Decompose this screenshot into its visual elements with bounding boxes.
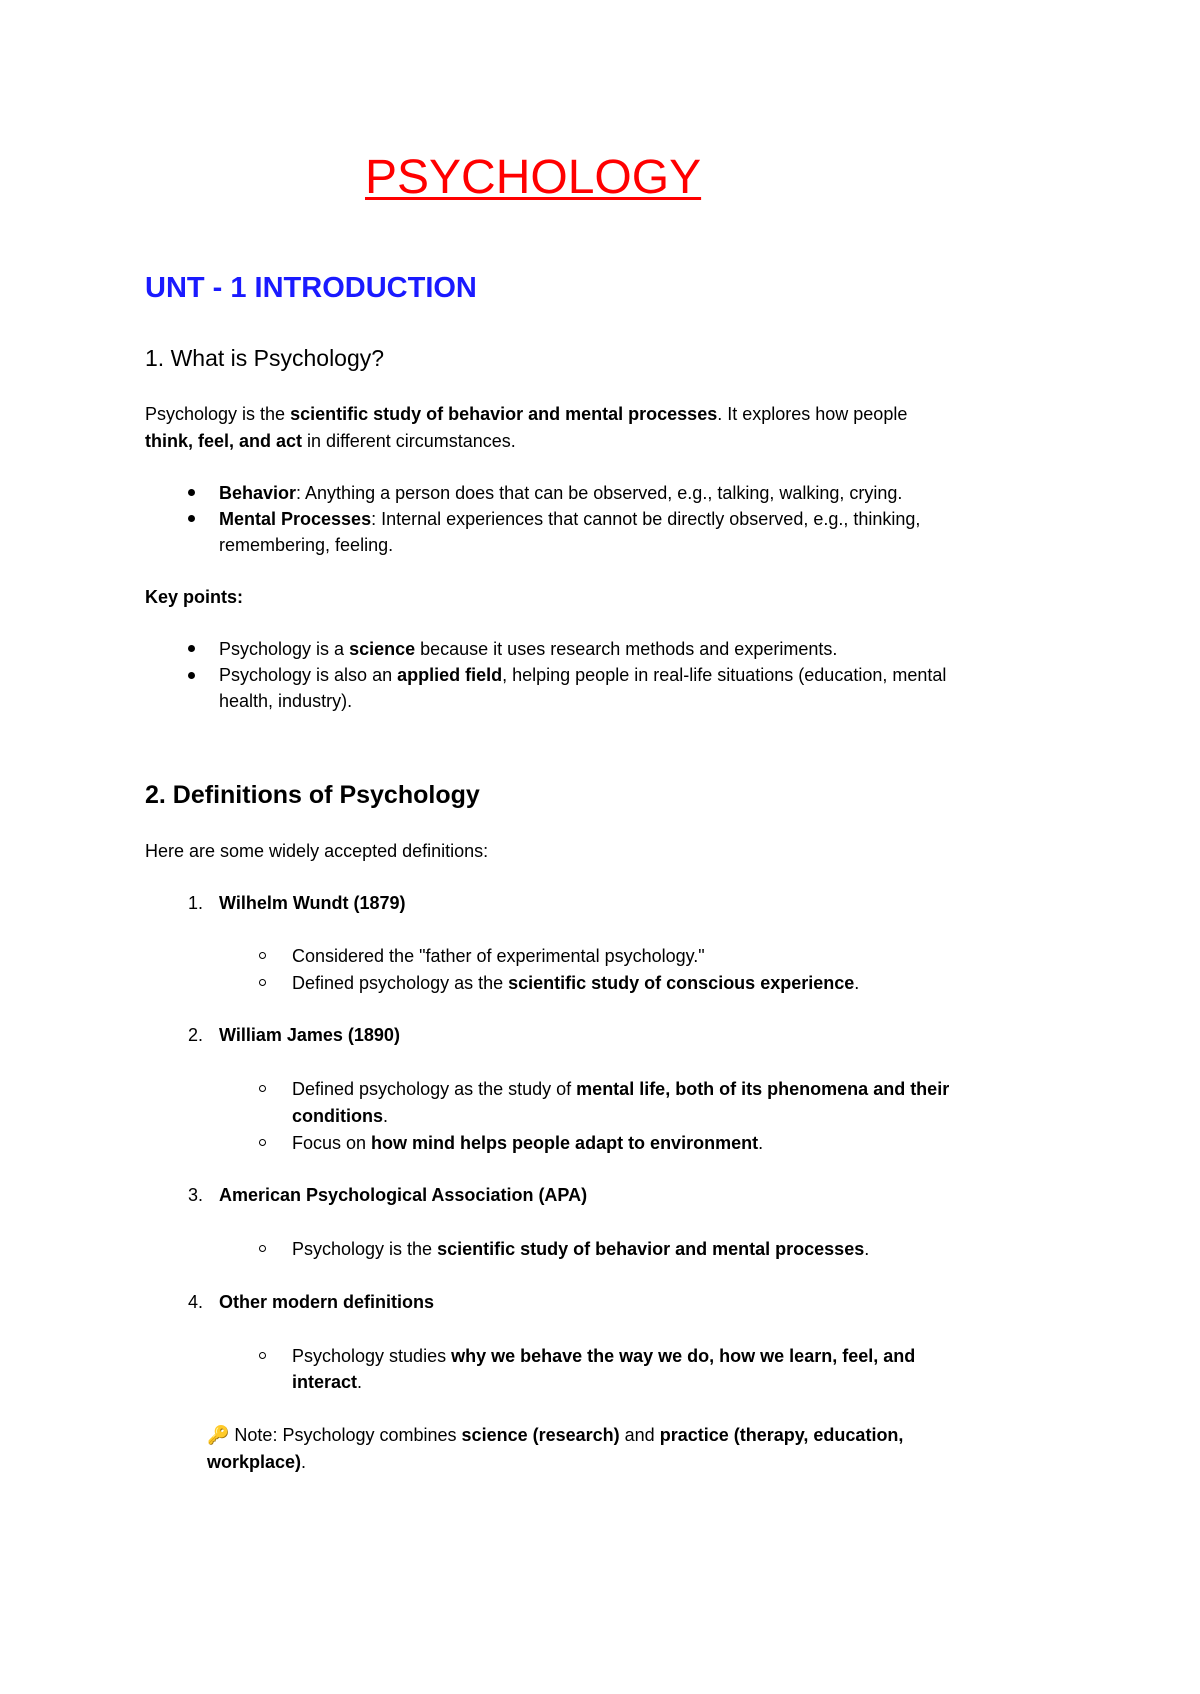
wundt-sub-1: Considered the "father of experimental psychology."	[292, 946, 705, 966]
james-sub-1: Defined psychology as the study of mental life, both of its phenomena and their	[292, 1079, 950, 1099]
key-points-label: Key points:	[145, 587, 244, 607]
bullet-dot	[188, 489, 195, 496]
definition-title-apa: American Psychological Association (APA)	[219, 1185, 588, 1205]
modern-sub-1: Psychology studies why we behave the way we do, how we learn, feel, and	[292, 1346, 916, 1366]
note-line-2: workplace).	[207, 1452, 307, 1472]
key-point-science: Psychology is a science because it uses research methods and experiments.	[219, 639, 838, 659]
sub-bullet-circle	[259, 1085, 266, 1092]
list-number: 3.	[187, 1185, 203, 1205]
sub-bullet-circle	[259, 952, 266, 959]
bullet-mental-processes-cont: remembering, feeling.	[219, 535, 394, 555]
key-point-applied-cont: health, industry).	[219, 691, 353, 711]
list-number: 4.	[187, 1292, 203, 1312]
section-2-heading: 2. Definitions of Psychology	[145, 781, 480, 809]
key-point-applied: Psychology is also an applied field, helping people in real-life situations (education, mental	[219, 665, 947, 685]
bullet-behavior: Behavior: Anything a person does that can be observed, e.g., talking, walking, crying.	[219, 483, 903, 503]
sub-bullet-circle	[259, 979, 266, 986]
document-title: PSYCHOLOGY	[365, 151, 702, 204]
sub-bullet-circle	[259, 1245, 266, 1252]
bullet-dot	[188, 672, 195, 679]
modern-sub-1-cont: interact.	[292, 1372, 363, 1392]
note-line-1: 🔑 Note: Psychology combines science (research) and practice (therapy, education,	[207, 1422, 903, 1448]
list-number: 2.	[187, 1025, 203, 1045]
key-icon: 🔑	[207, 1425, 230, 1445]
definition-title-modern: Other modern definitions	[219, 1292, 435, 1312]
sub-bullet-circle	[259, 1139, 266, 1146]
apa-sub-1: Psychology is the scientific study of behavior and mental processes.	[292, 1239, 870, 1259]
section-1-intro-line-1: Psychology is the scientific study of behavior and mental processes. It explores how people	[145, 404, 908, 424]
unit-heading: UNT - 1 INTRODUCTION	[145, 272, 477, 304]
wundt-sub-2: Defined psychology as the scientific study of conscious experience.	[292, 973, 860, 993]
sub-bullet-circle	[259, 1352, 266, 1359]
section-1-heading: 1. What is Psychology?	[145, 345, 385, 371]
section-2-intro: Here are some widely accepted definitions:	[145, 841, 489, 861]
list-number: 1.	[187, 893, 203, 913]
james-sub-1-cont: conditions.	[292, 1106, 389, 1126]
bullet-mental-processes: Mental Processes: Internal experiences that cannot be directly observed, e.g., thinking,	[219, 509, 921, 529]
bullet-dot	[188, 515, 195, 522]
james-sub-2: Focus on how mind helps people adapt to environment.	[292, 1133, 764, 1153]
bullet-dot	[188, 645, 195, 652]
definition-title-wundt: Wilhelm Wundt (1879)	[219, 893, 406, 913]
section-1-intro-line-2: think, feel, and act in different circumstances.	[145, 431, 516, 451]
definition-title-james: William James (1890)	[219, 1025, 400, 1045]
